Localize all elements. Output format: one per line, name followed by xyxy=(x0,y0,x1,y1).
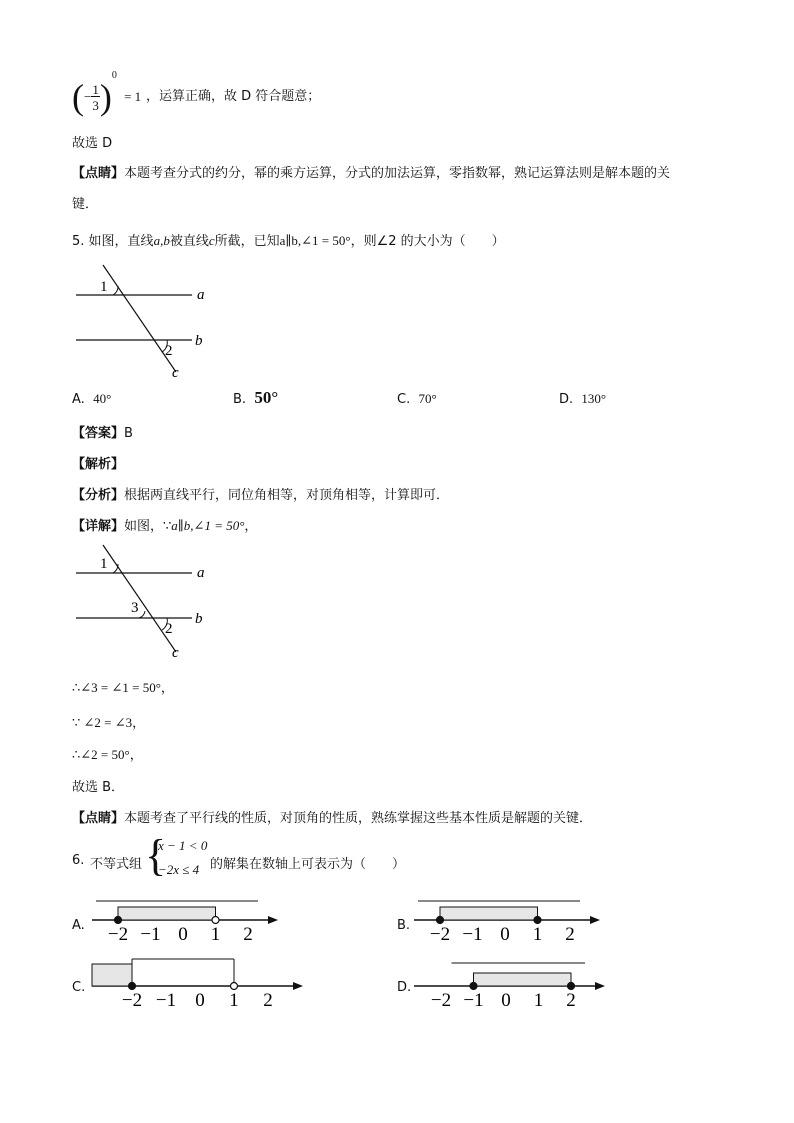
tick-label: 1 xyxy=(533,990,544,1011)
tick-label: 0 xyxy=(500,924,510,945)
line-label-a: a xyxy=(197,565,205,581)
line-label-b: b xyxy=(195,611,203,627)
number-line-c[interactable] xyxy=(88,955,308,1011)
line-label-c: c xyxy=(172,365,179,381)
tick-label: −2 xyxy=(429,924,451,945)
option-d[interactable]: D. 130° xyxy=(559,391,607,407)
tick-label: −2 xyxy=(430,990,452,1011)
endpoint-right xyxy=(212,917,219,924)
comment-q4: 【点睛】本题考查分式的约分，幂的乘方运算，分式的加法运算，零指数幂，熟记运算法则是解本题的关 xyxy=(72,166,671,181)
tick-label: −1 xyxy=(463,990,484,1011)
number-line-b[interactable] xyxy=(410,895,610,947)
tick-label: −1 xyxy=(462,924,483,945)
question-5-stem: 5. 如图，直线a,b被直线c所截，已知a∥b,∠1 = 50°，则∠2 的大小为（ ） xyxy=(72,233,505,249)
tick-label: −1 xyxy=(155,990,177,1011)
angle-label-3: 3 xyxy=(131,600,139,616)
comment-q4-cont: 键． xyxy=(72,197,99,212)
tick-label: 0 xyxy=(501,990,511,1011)
answer-q5: 【答案】B xyxy=(72,426,133,441)
tick-label: 1 xyxy=(532,924,543,945)
left-shade xyxy=(92,964,132,986)
axis-arrow xyxy=(595,982,605,990)
axis-arrow xyxy=(590,916,600,924)
tick-label: −1 xyxy=(140,924,161,945)
analysis-header: 【解析】 xyxy=(72,457,125,472)
step-2: ∵ ∠2 = ∠3， xyxy=(72,715,146,730)
endpoint-right xyxy=(534,917,541,924)
option-b[interactable]: B. 50° xyxy=(233,388,279,407)
angle-label-1: 1 xyxy=(100,279,108,295)
option-b-key[interactable]: B. xyxy=(397,918,411,933)
option-a[interactable]: A. 40° xyxy=(72,391,112,407)
line-label-c: c xyxy=(172,645,179,661)
question-6-stem-b: 的解集在数轴上可表示为（ ） xyxy=(210,857,406,872)
line-label-b: b xyxy=(195,333,203,349)
solution-shade xyxy=(440,907,538,920)
parallel-lines-figure xyxy=(70,262,220,382)
tick-label: 0 xyxy=(195,990,205,1011)
endpoint-right xyxy=(231,983,238,990)
tick-label: −2 xyxy=(121,990,143,1011)
option-c-key[interactable]: C. xyxy=(72,980,86,995)
tick-label: 1 xyxy=(229,990,239,1011)
analysis-q5: 【分析】根据两直线平行，同位角相等，对顶角相等，计算即可． xyxy=(72,488,450,503)
inequality-1: x − 1 < 0 xyxy=(158,838,208,853)
option-d-key[interactable]: D. xyxy=(397,980,412,995)
step-1: ∴∠3 = ∠1 = 50°， xyxy=(72,680,174,695)
fraction: $\frac{1}{3}$ xyxy=(92,81,99,113)
question-6-number: 6. xyxy=(72,853,85,868)
endpoint-left xyxy=(115,917,122,924)
detail-q5: 【详解】如图，∵a∥b,∠1 = 50°， xyxy=(72,518,258,534)
number-line-d[interactable] xyxy=(410,955,610,1011)
parallel-lines-figure-detail xyxy=(70,542,220,662)
inequality-2: −2x ≤ 4 xyxy=(158,862,200,877)
selection-b: 故选 B． xyxy=(72,780,125,795)
endpoint-left xyxy=(470,983,477,990)
tick-label: 0 xyxy=(178,924,188,945)
step-3: ∴∠2 = 50°， xyxy=(72,747,143,762)
angle-label-2: 2 xyxy=(165,621,173,637)
tick-label: 2 xyxy=(565,924,575,945)
endpoint-right xyxy=(568,983,575,990)
axis-arrow xyxy=(268,916,278,924)
angle-3-arc xyxy=(139,611,145,618)
endpoint-left xyxy=(437,917,444,924)
system-brace: { xyxy=(145,831,167,880)
option-c[interactable]: C. 70° xyxy=(397,391,437,407)
angle-label-1: 1 xyxy=(100,556,108,572)
tick-label: 2 xyxy=(263,990,273,1011)
comment-q5: 【点睛】本题考查了平行线的性质，对顶角的性质，熟练掌握这些基本性质是解题的关键． xyxy=(72,811,593,826)
zero-power-expression: (− $\frac{1}{3}$ )$^0$ = 1 xyxy=(72,70,142,118)
option-d-verdict: ，运算正确，故 D 符合题意； xyxy=(146,89,321,104)
angle-1-arc xyxy=(113,286,118,295)
selection-d: 故选 D xyxy=(72,136,113,151)
solution-shade xyxy=(118,907,216,920)
tick-label: 1 xyxy=(210,924,221,945)
line-label-a: a xyxy=(197,287,205,303)
option-a-key[interactable]: A. xyxy=(72,918,85,933)
tick-label: 2 xyxy=(243,924,253,945)
endpoint-left xyxy=(129,983,136,990)
tick-label: 2 xyxy=(566,990,576,1011)
number-line-a[interactable] xyxy=(88,895,288,947)
solution-shade xyxy=(474,973,572,986)
axis-arrow xyxy=(293,982,303,990)
tick-label: −2 xyxy=(107,924,129,945)
question-6-stem-a: 不等式组 xyxy=(90,857,143,872)
angle-label-2: 2 xyxy=(165,343,173,359)
